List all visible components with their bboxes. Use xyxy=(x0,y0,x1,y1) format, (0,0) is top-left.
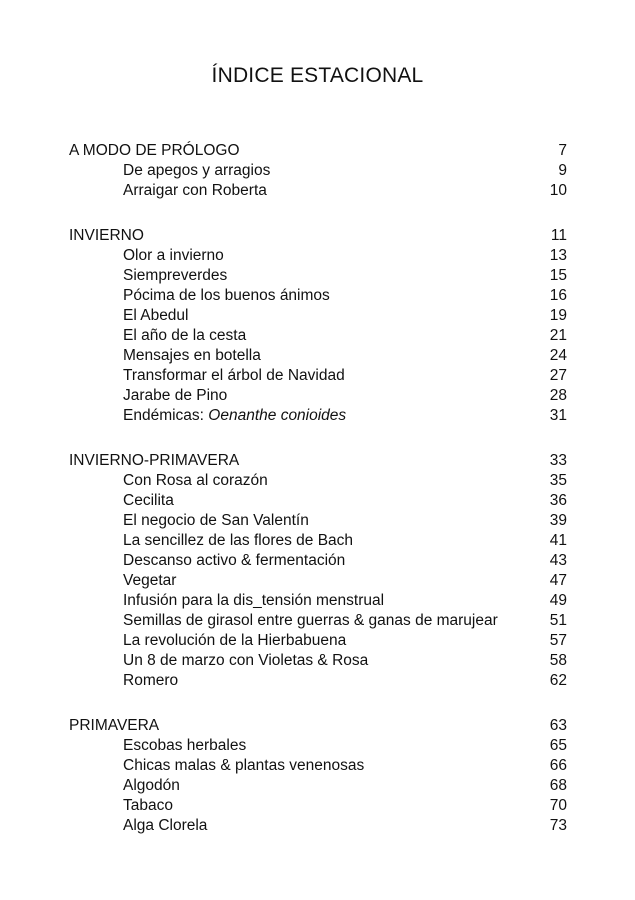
toc-entry xyxy=(69,326,567,346)
toc-entry xyxy=(69,531,567,551)
toc-section-heading xyxy=(69,451,567,471)
entry-page-number: 57 xyxy=(549,632,567,649)
entry-title xyxy=(69,611,498,631)
toc-section xyxy=(69,226,567,426)
entry-title xyxy=(69,306,189,326)
toc-entry xyxy=(69,756,567,776)
entry-page-number: 13 xyxy=(549,247,567,264)
entry-page-number: 43 xyxy=(549,552,567,569)
entry-page-number: 41 xyxy=(549,532,567,549)
entry-title xyxy=(69,591,384,611)
entry-page-number: 15 xyxy=(549,267,567,284)
toc-entry xyxy=(69,571,567,591)
entry-page-number: 19 xyxy=(549,307,567,324)
section-page-number: 11 xyxy=(550,227,567,244)
entry-title-text: Mensajes en botella xyxy=(123,347,261,364)
entry-title-text: Con Rosa al corazón xyxy=(123,472,268,489)
toc-entry xyxy=(69,736,567,756)
entry-title-text: Olor a invierno xyxy=(123,247,224,264)
entry-page-number: 66 xyxy=(549,757,567,774)
toc-section-heading xyxy=(69,141,567,161)
section-title: INVIERNO-PRIMAVERA xyxy=(69,452,240,469)
entry-title-text: Transformar el árbol de Navidad xyxy=(123,367,345,384)
entry-title xyxy=(69,286,330,306)
entry-title-text: Chicas malas & plantas venenosas xyxy=(123,757,365,774)
entry-title xyxy=(69,491,174,511)
entry-title-text: Jarabe de Pino xyxy=(123,387,228,404)
entry-title-text: Siempreverdes xyxy=(123,267,228,284)
section-title: A MODO DE PRÓLOGO xyxy=(69,142,240,159)
entry-title xyxy=(69,671,178,691)
toc-entry xyxy=(69,511,567,531)
entry-title-text: La sencillez de las flores de Bach xyxy=(123,532,354,549)
entry-page-number: 70 xyxy=(549,797,567,814)
entry-title-species: Oenanthe conioides xyxy=(208,407,347,424)
toc-entry xyxy=(69,796,567,816)
toc-section xyxy=(69,451,567,691)
entry-page-number: 39 xyxy=(549,512,567,529)
entry-title-text: El negocio de San Valentín xyxy=(123,512,309,529)
toc-entry xyxy=(69,346,567,366)
toc-entry xyxy=(69,651,567,671)
toc-entry xyxy=(69,386,567,406)
entry-page-number: 62 xyxy=(549,672,567,689)
toc-entry xyxy=(69,551,567,571)
entry-title-text: Infusión para la dis_tensión menstrual xyxy=(123,592,385,609)
toc-entry xyxy=(69,306,567,326)
entry-page-number: 27 xyxy=(549,367,567,384)
entry-page-number: 31 xyxy=(549,407,567,424)
entry-title-text: Arraigar con Roberta xyxy=(123,182,267,199)
section-page-number: 63 xyxy=(549,717,567,734)
table-of-contents xyxy=(69,141,567,836)
entry-title-text: Cecilita xyxy=(123,492,174,509)
entry-title-text: El Abedul xyxy=(123,307,189,324)
entry-title xyxy=(69,776,180,796)
toc-entry xyxy=(69,671,567,691)
entry-title-text: Algodón xyxy=(123,777,180,794)
entry-title-text: Descanso activo & fermentación xyxy=(123,552,346,569)
entry-title xyxy=(69,551,345,571)
toc-entry xyxy=(69,611,567,631)
entry-title xyxy=(69,816,207,836)
entry-title-text: Pócima de los buenos ánimos xyxy=(123,287,330,304)
section-title: INVIERNO xyxy=(69,227,144,244)
entry-title xyxy=(69,326,246,346)
entry-title xyxy=(69,511,309,531)
entry-title-text: Alga Clorela xyxy=(123,817,208,834)
entry-page-number: 21 xyxy=(549,327,567,344)
entry-title xyxy=(69,266,227,286)
section-page-number: 33 xyxy=(549,452,567,469)
entry-title xyxy=(69,386,227,406)
toc-section xyxy=(69,716,567,836)
entry-title xyxy=(69,631,346,651)
entry-title-text: Tabaco xyxy=(123,797,173,814)
toc-entry xyxy=(69,181,567,201)
toc-entry xyxy=(69,491,567,511)
toc-section xyxy=(69,141,567,201)
entry-title-text: Endémicas: xyxy=(123,407,209,424)
entry-page-number: 35 xyxy=(549,472,567,489)
entry-page-number: 47 xyxy=(549,572,567,589)
toc-entry xyxy=(69,471,567,491)
toc-entry xyxy=(69,246,567,266)
entry-title xyxy=(69,366,345,386)
entry-title xyxy=(69,736,246,756)
section-page-number: 7 xyxy=(558,142,567,159)
entry-title-text: El año de la cesta xyxy=(123,327,247,344)
section-title: PRIMAVERA xyxy=(69,717,160,734)
toc-entry xyxy=(69,406,567,426)
entry-title-text: De apegos y arragios xyxy=(123,162,271,179)
toc-entry xyxy=(69,366,567,386)
entry-page-number: 51 xyxy=(549,612,567,629)
entry-page-number: 9 xyxy=(558,162,567,179)
entry-title xyxy=(69,796,173,816)
toc-entry xyxy=(69,286,567,306)
entry-page-number: 10 xyxy=(549,182,567,199)
toc-section-heading xyxy=(69,226,567,246)
entry-title xyxy=(69,246,224,266)
entry-page-number: 73 xyxy=(549,817,567,834)
entry-title-text: Vegetar xyxy=(123,572,177,589)
entry-page-number: 65 xyxy=(549,737,567,754)
entry-title xyxy=(69,181,267,201)
entry-title xyxy=(69,346,261,366)
page-title: ÍNDICE ESTACIONAL xyxy=(211,64,424,87)
entry-title xyxy=(69,651,368,671)
entry-title xyxy=(69,161,270,181)
entry-title-text: Semillas de girasol entre guerras & ganas de marujear xyxy=(123,612,498,629)
entry-title-text: Romero xyxy=(123,672,179,689)
entry-page-number: 28 xyxy=(549,387,567,404)
entry-title-text: Un 8 de marzo con Violetas & Rosa xyxy=(123,652,369,669)
entry-page-number: 36 xyxy=(549,492,567,509)
entry-title-text: La revolución de la Hierbabuena xyxy=(123,632,347,649)
toc-entry xyxy=(69,161,567,181)
toc-entry xyxy=(69,266,567,286)
entry-title xyxy=(69,471,268,491)
entry-page-number: 68 xyxy=(549,777,567,794)
entry-page-number: 16 xyxy=(549,287,567,304)
toc-entry xyxy=(69,631,567,651)
entry-title xyxy=(69,571,176,591)
entry-page-number: 24 xyxy=(549,347,567,364)
entry-title xyxy=(69,406,346,426)
toc-entry xyxy=(69,816,567,836)
entry-title-text: Escobas herbales xyxy=(123,737,247,754)
entry-page-number: 49 xyxy=(549,592,567,609)
entry-title xyxy=(69,531,353,551)
toc-entry xyxy=(69,776,567,796)
toc-entry xyxy=(69,591,567,611)
entry-page-number: 58 xyxy=(549,652,567,669)
entry-title xyxy=(69,756,364,776)
toc-section-heading xyxy=(69,716,567,736)
